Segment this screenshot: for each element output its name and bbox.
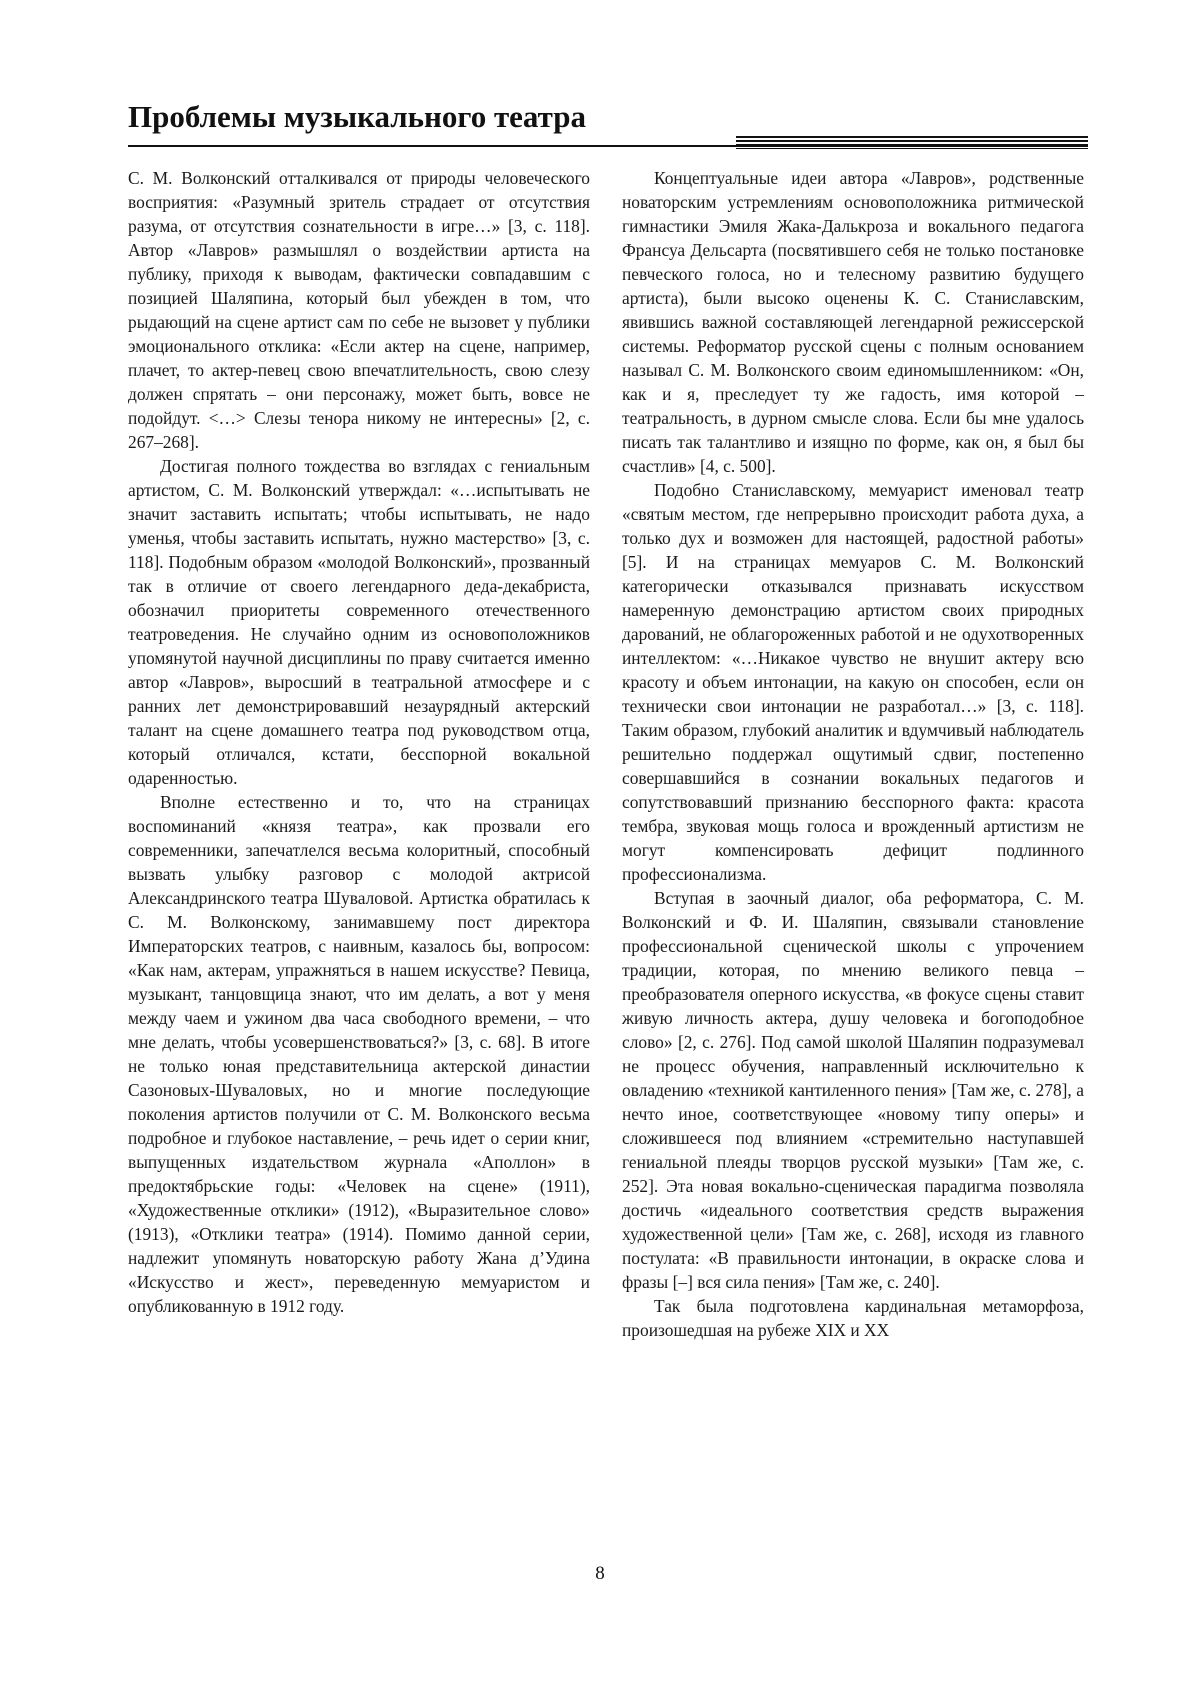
paragraph: Вступая в заочный диалог, оба реформатора, С. М. Волконский и Ф. И. Шаляпин, связывали становление профессиональной сценической школы с упрочением традиции, которая, по мнению великого певца – преобразователя оперного искусства, «в фокусе сцены ставит живую личность актера, душу человека и богоподобное слово» [2, с. 276]. Под самой школой Шаляпин подразумевал не процесс обучения, направленный исключительно к овладению «техникой кантиленного пения» [Там же, с. 278], а нечто иное, соответствующее «новому типу оперы» и сложившееся под влиянием «стремительно наступавшей гениальной плеяды творцов русской музыки» [Там же, с. 252]. Эта новая вокально-сценическая парадигма позволяла достичь «идеального соответствия средств выражения художественной цели» [Там же, с. 268], исходя из главного постулата: «В правильности интонации, в окраске слова и фразы [–] вся сила пения» [Там же, с. 240]. <box>622 888 1084 1292</box>
paragraph: С. М. Волконский отталкивался от природы человеческого восприятия: «Разумный зритель страдает от отсутствия разума, от отсутствия сознательности в игре…» [3, с. 118]. Автор «Лавров» размышлял о воздействии артиста на публику, приходя к выводам, фактически совпадавшим с позицией Шаляпина, который был убежден в том, что рыдающий на сцене артист сам по себе не вызовет у публики эмоционального отклика: «Если актер на сцене, например, плачет, то актер-певец свою впечатлительность, свою слезу должен спрятать – они персонажу, может быть, вовсе не подойдут. <…> Слезы тенора никому не интересны» [2, с. 267–268]. <box>128 168 590 452</box>
paragraph: Концептуальные идеи автора «Лавров», родственные новаторским устремлениям основоположника ритмической гимнастики Эмиля Жака-Далькроза и вокального педагога Франсуа Дельсарта (посвятившего себя не только постановке певческого голоса, но и телесному развитию будущего артиста), были высоко оценены К. С. Станиславским, явившись важной составляющей легендарной режиссерской системы. Реформатор русской сцены с полным основанием называл С. М. Волконского своим единомышленником: «Он, как и я, преследует ту же гадость, имя которой – театральность, в дурном смысле слова. Если бы мне удалось писать так талантливо и изящно по форме, как он, я был бы счастлив» [4, с. 500]. <box>622 168 1084 476</box>
left-column <box>128 166 590 1318</box>
paragraph: Достигая полного тождества во взглядах с гениальным артистом, С. М. Волконский утверждал: «…испытывать не значит заставить испытать; чтобы испытывать, не надо уменья, чтобы заставить испытать, нужно мастерство» [3, с. 118]. Подобным образом «молодой Волконский», прозванный так в отличие от своего легендарного деда-декабриста, обозначил приоритеты современного отечественного театроведения. Не случайно одним из основоположников упомянутой научной дисциплины по праву считается именно автор «Лавров», выросший в театральной атмосфере и с ранних лет демонстрировавший незаурядный актерский талант на сцене домашнего театра под руководством отца, который отличался, кстати, бесспорной вокальной одаренностью. <box>128 456 590 788</box>
paragraph: Вполне естественно и то, что на страницах воспоминаний «князя театра», как прозвали его современники, запечатлелся весьма колоритный, способный вызвать улыбку разговор с молодой актрисой Александринского театра Шуваловой. Артистка обратилась к С. М. Волконскому, занимавшему пост директора Императорских театров, с наивным, казалось бы, вопросом: «Как нам, актерам, упражняться в нашем искусстве? Певица, музыкант, танцовщица знают, что им делать, а вот у меня между чаем и ужином два часа свободного времени, – что мне делать, чтобы усовершенствоваться?» [3, с. 68]. В итоге не только юная представительница актерской династии Сазоновых-Шуваловых, но и многие последующие поколения артистов получили от С. М. Волконского весьма подробное и глубокое наставление, – речь идет о серии книг, выпущенных издательством журнала «Аполлон» в предоктябрьские годы: «Человек на сцене» (1911), «Художественные отклики» (1912), «Выразительное слово» (1913), «Отклики театра» (1914). Помимо данной серии, надлежит упомянуть новаторскую работу Жана д’Удина «Искусство и жест», переведенную мемуаристом и опубликованную в 1912 году. <box>128 792 590 1316</box>
header-rule-ornament <box>736 136 1088 149</box>
right-column <box>622 166 1084 1342</box>
page-number: 8 <box>595 1563 605 1584</box>
paragraph: Так была подготовлена кардинальная метаморфоза, произошедшая на рубеже XIX и XX <box>622 1296 1084 1340</box>
running-header-title: Проблемы музыкального театра <box>128 99 586 134</box>
paragraph: Подобно Станиславскому, мемуарист именовал театр «святым местом, где непрерывно происходит работа духа, а только дух и возможен для настоящей, радостной работы» [5]. И на страницах мемуаров С. М. Волконский категорически отказывался признавать искусством намеренную демонстрацию артистом своих природных дарований, не облагороженных работой и не одухотворенных интеллектом: «…Никакое чувство не внушит актеру всю красоту и объем интонации, на какую он способен, если он технически свои интонации не разработал…» [3, с. 118]. Таким образом, глубокий аналитик и вдумчивый наблюдатель решительно поддержал ощутимый сдвиг, постепенно совершавшийся в сознании вокальных педагогов и сопутствовавший признанию бесспорного факта: красота тембра, звуковая мощь голоса и врожденный артистизм не могут компенсировать дефицит подлинного профессионализма. <box>622 480 1084 884</box>
